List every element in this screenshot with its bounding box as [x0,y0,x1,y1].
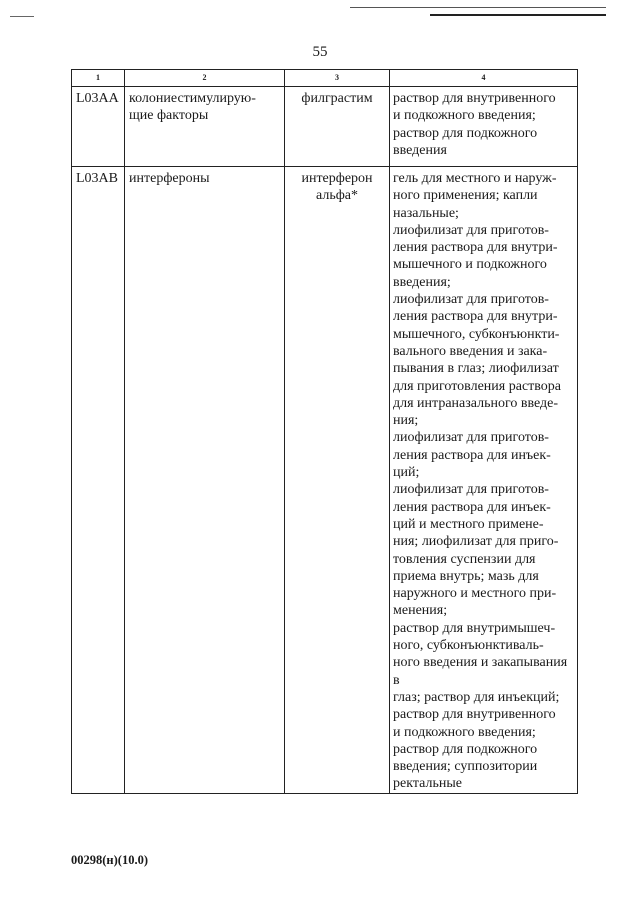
group-cell: интерфероны [125,167,285,794]
header-rule-thick [430,14,606,16]
group-cell: колониестимулирую- щие факторы [125,87,285,167]
header-rule-left [10,16,34,17]
dosage-forms-cell: раствор для внутривенного и подкожного введения; раствор для подкожного введения [390,87,578,167]
header-rule-thin [350,7,606,8]
column-header-4: 4 [390,70,578,87]
drug-name-cell: филграстим [285,87,390,167]
atc-code-cell: L03AB [72,167,125,794]
column-header-1: 1 [72,70,125,87]
drug-name-cell: интерферон альфа* [285,167,390,794]
document-code: 00298(н)(10.0) [71,853,148,867]
atc-code-cell: L03AA [72,87,125,167]
table-row [72,167,578,794]
table-header-row [72,70,578,87]
dosage-forms-cell: гель для местного и наруж- ного применения; капли назальные; лиофилизат для приготов- ления раствора для внутри- мышечного и подкожного введения; лиофилизат для приготов- ления раствора для внутри- мышечного, субконъюнкти- вального введения и зака- пывания в глаз; лиофилизат для приготовления раствора для интраназального введе- ния; лиофилизат для приготов- ления раствора для инъек- ций; лиофилизат для приготов- ления раствора для инъек- ций и местного примене- ния; лиофилизат для приго- товления суспензии для приема внутрь; мазь для наружного и местного при- менения; раствор для внутримышеч- ного, субконъюнктиваль- ного введения и закапывания в глаз; раствор для инъекций; раствор для внутривенного и подкожного введения; раствор для подкожного введения; суппозитории ректальные [390,167,578,794]
page-number: 55 [312,44,328,60]
column-header-2: 2 [125,70,285,87]
table-row [72,87,578,167]
medicines-table [71,69,578,794]
column-header-3: 3 [285,70,390,87]
